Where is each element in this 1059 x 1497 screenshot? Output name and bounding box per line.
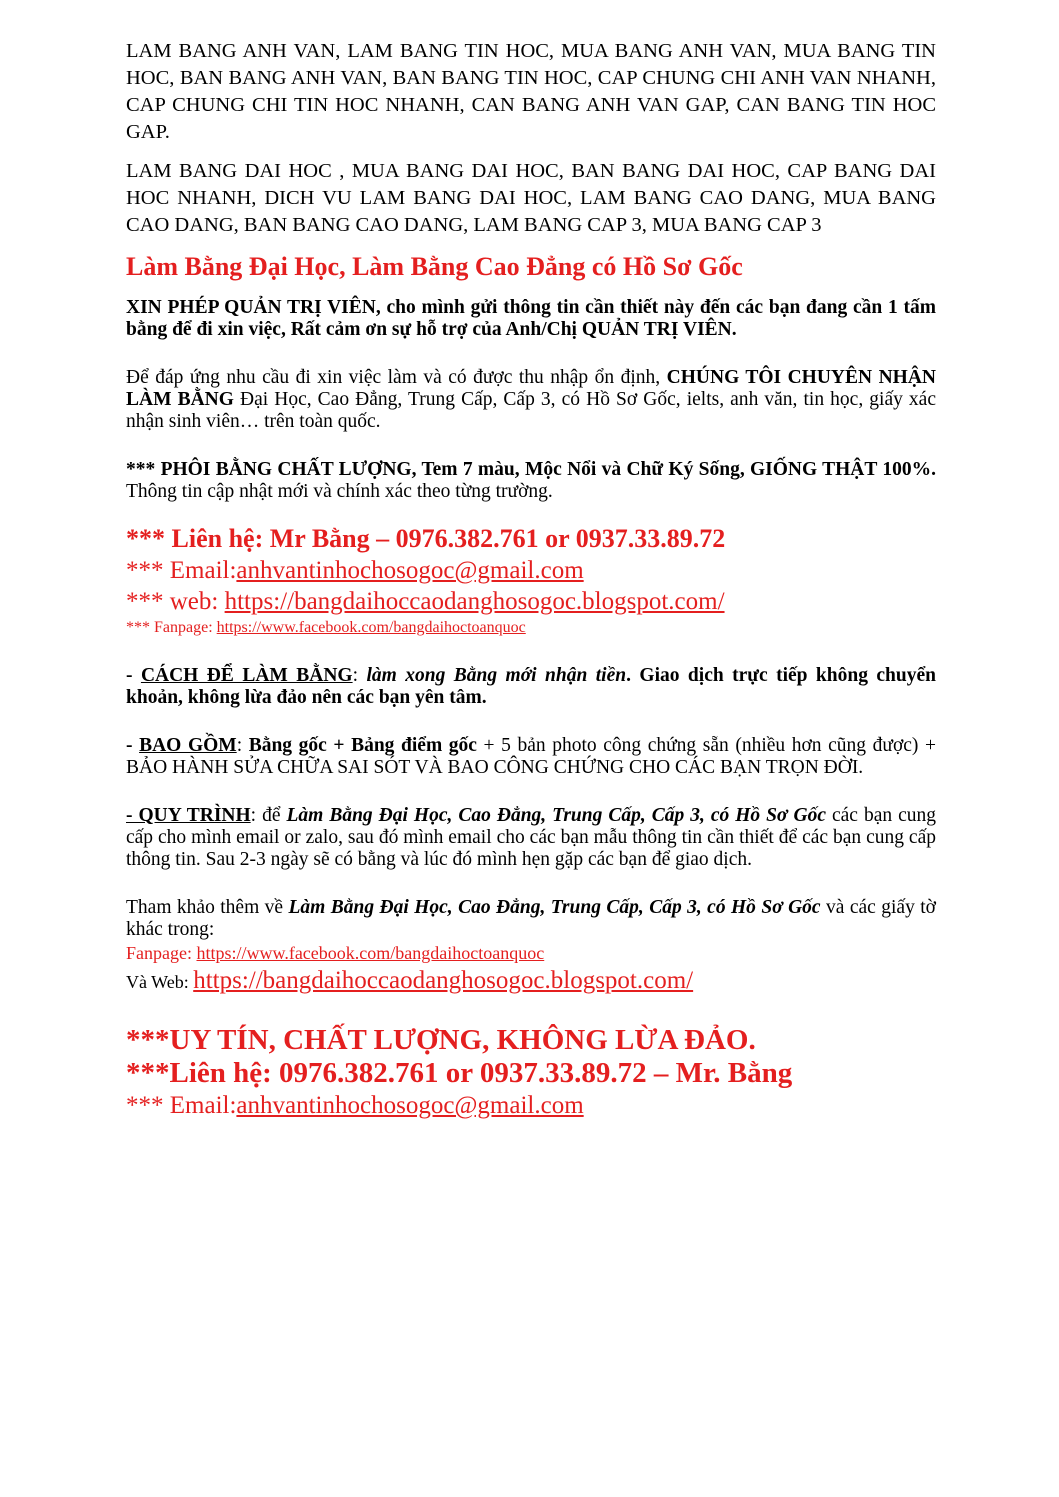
intro-paragraph: XIN PHÉP QUẢN TRỊ VIÊN, cho mình gửi thông tin cần thiết này đến các bạn đang cần 1 tấm bằng để đi xin việc, Rất cảm ơn sự hỗ trợ của Anh/Chị QUẢN TRỊ VIÊN.: [126, 297, 936, 340]
keywords-paragraph-1: LAM BANG ANH VAN, LAM BANG TIN HOC, MUA BANG ANH VAN, MUA BANG TIN HOC, BAN BANG ANH VAN, BAN BANG TIN HOC, CAP CHUNG CHI ANH VAN NHANH, CAP CHUNG CHI TIN HOC NHANH, CAN BANG ANH VAN GAP, CAN BANG TIN HOC GAP.: [126, 40, 936, 143]
footer-email-label: *** Email:: [126, 1092, 237, 1119]
contact-email-line: [126, 555, 936, 586]
contact-email-label: *** Email:: [126, 557, 237, 584]
keywords-paragraph-2: LAM BANG DAI HOC , MUA BANG DAI HOC, BAN BANG DAI HOC, CAP BANG DAI HOC NHANH, DICH VU LAM BANG DAI HOC, LAM BANG CAO DANG, MUA BANG CAO DANG, BAN BANG CAO DANG, LAM BANG CAP 3, MUA BANG CAP 3: [126, 160, 936, 236]
footer-block: [126, 1024, 936, 1121]
reference-lead: Tham khảo thêm về: [126, 897, 289, 918]
service-bold: CHÚNG TÔI CHUYÊN NHẬN LÀM BẰNG: [126, 367, 936, 410]
method-italic: làm xong Bằng mới nhận tiền: [366, 665, 627, 686]
footer-contact-line: ***Liên hệ: 0976.382.761 or 0937.33.89.72 – Mr. Bằng: [126, 1057, 793, 1089]
reference-bold-italic: Làm Bằng Đại Học, Cao Đẳng, Trung Cấp, Cấp 3, có Hồ Sơ Gốc: [288, 897, 821, 918]
include-rest: + 5 bản photo công chứng sẵn (nhiều hơn cũng được) + BẢO HÀNH SỬA CHỮA SAI SÓT VÀ BAO CÔNG CHỨNG CHO CÁC BẠN TRỌN ĐỜI.: [126, 735, 936, 778]
page-title: Làm Bằng Đại Học, Làm Bằng Cao Đẳng có Hồ Sơ Gốc: [126, 252, 743, 281]
reference-paragraph: [126, 897, 936, 941]
include-bold: Bằng gốc + Bảng điểm gốc: [248, 735, 477, 756]
process-colon: : để: [250, 805, 287, 826]
contact-phone: *** Liên hệ: Mr Bằng – 0976.382.761 or 0937.33.89.72: [126, 524, 726, 553]
service-rest: Đại Học, Cao Đẳng, Trung Cấp, Cấp 3, có Hồ Sơ Gốc, ielts, anh văn, tin học, giấy xác nhận sinh viên… trên toàn quốc.: [126, 389, 936, 432]
include-colon: :: [236, 735, 249, 756]
reference-web-label: Và Web:: [126, 972, 194, 992]
reference-web-line: [126, 965, 936, 998]
method-paragraph: [126, 665, 936, 709]
include-prefix: -: [126, 735, 140, 756]
footer-trust-line: ***UY TÍN, CHẤT LƯỢNG, KHÔNG LỪA ĐẢO.: [126, 1024, 756, 1056]
include-paragraph: [126, 735, 936, 779]
contact-web-link[interactable]: https://bangdaihoccaodanghosogoc.blogspot.com/: [224, 588, 725, 615]
quality-rest: Thông tin cập nhật mới và chính xác theo từng trường.: [126, 481, 553, 502]
include-label: BAO GỒM: [139, 735, 237, 756]
process-label: - QUY TRÌNH: [126, 805, 251, 826]
reference-rest: và các giấy tờ khác trong:: [126, 897, 936, 940]
process-paragraph: [126, 805, 936, 871]
contact-fanpage-link[interactable]: https://www.facebook.com/bangdaihoctoanquoc: [216, 619, 526, 636]
reference-fanpage-line: [126, 941, 936, 965]
reference-fanpage-link[interactable]: https://www.facebook.com/bangdaihoctoanquoc: [196, 943, 545, 963]
document-page: [126, 38, 936, 1121]
quality-paragraph: [126, 459, 936, 503]
contact-email-link[interactable]: anhvantinhochosogoc@gmail.com: [236, 557, 584, 584]
footer-email-link[interactable]: anhvantinhochosogoc@gmail.com: [236, 1092, 584, 1119]
method-label: CÁCH ĐỂ LÀM BẰNG: [140, 665, 353, 686]
quality-bold: *** PHÔI BẰNG CHẤT LƯỢNG, Tem 7 màu, Mộc Nổi và Chữ Ký Sống, GIỐNG THẬT 100%.: [126, 459, 936, 480]
footer-email-line: [126, 1090, 936, 1121]
service-lead: Để đáp ứng nhu cầu đi xin việc làm và có được thu nhập ổn định,: [126, 367, 667, 388]
contact-web-line: [126, 586, 936, 617]
contact-fanpage-line: [126, 617, 936, 639]
contact-block: [126, 523, 936, 639]
method-rest: . Giao dịch trực tiếp không chuyển khoản, không lừa đảo nên các bạn yên tâm.: [126, 665, 936, 708]
contact-fanpage-label: *** Fanpage:: [126, 619, 217, 636]
process-bold-italic: Làm Bằng Đại Học, Cao Đẳng, Trung Cấp, Cấp 3, có Hồ Sơ Gốc: [286, 805, 826, 826]
reference-block: [126, 897, 936, 998]
method-prefix: -: [126, 665, 141, 686]
contact-web-label: *** web:: [126, 588, 225, 615]
service-paragraph: [126, 367, 936, 433]
reference-web-link[interactable]: https://bangdaihoccaodanghosogoc.blogspot.com/: [193, 967, 694, 994]
method-colon: :: [352, 665, 367, 686]
process-rest: các bạn cung cấp cho mình email or zalo, sau đó mình email cho các bạn mẫu thông tin cần thiết để các bạn cung cấp thông tin. Sau 2-3 ngày sẽ có bằng và lúc đó mình hẹn gặp các bạn để giao dịch.: [126, 805, 936, 870]
reference-fanpage-label: Fanpage:: [126, 943, 197, 963]
